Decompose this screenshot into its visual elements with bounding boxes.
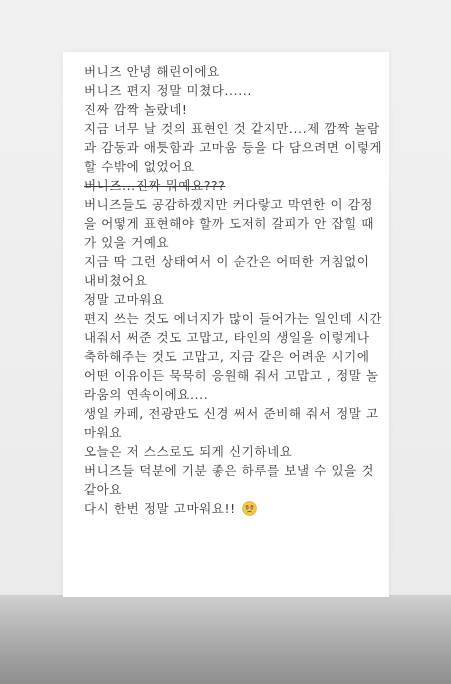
- letter-line-strikethrough: 버니즈...진짜 뭐예요???: [84, 178, 226, 193]
- letter-line: 가 있을 거예요: [84, 235, 170, 250]
- letter-line: 내줘서 써준 것도 고맙고, 타인의 생일을 이렇게나: [84, 330, 370, 345]
- letter-line: 할 수밖에 없었어요: [84, 159, 195, 174]
- letter-line: 마워요: [84, 425, 123, 440]
- letter-line: 라움의 연속이에요....: [84, 387, 209, 402]
- letter-line-last: [84, 499, 384, 518]
- letter-line: 과 감동과 애틋함과 고마움 등을 다 담으려면 이렇게: [84, 140, 383, 155]
- letter-line: 지금 딱 그런 상태여서 이 순간은 어떠한 거침없이: [84, 254, 370, 269]
- letter-line: 어떤 이유이든 묵묵히 응원해 줘서 고맙고 , 정말 놀: [84, 368, 379, 383]
- letter-line: 축하해주는 것도 고맙고, 지금 같은 어려운 시기에: [84, 349, 370, 364]
- letter-line: 버니즈들 덕분에 기분 좋은 하루를 보낼 수 있을 것: [84, 463, 375, 478]
- letter-line: 버니즈 안녕 해린이에요: [84, 64, 220, 79]
- holding-back-tears-emoji-icon: [242, 501, 257, 516]
- letter-line: 을 어떻게 표현해야 할까 도저히 갈피가 안 잡힐 때: [84, 216, 375, 231]
- letter-line: 오늘은 저 스스로도 되게 신기하네요: [84, 444, 293, 459]
- letter-body: [84, 62, 384, 518]
- letter-line: 지금 너무 날 것의 표현인 것 같지만....제 깜짝 놀람: [84, 121, 380, 136]
- letter-line: 버니즈들도 공감하겠지만 커다랗고 막연한 이 감정: [84, 197, 374, 212]
- letter-line: 정말 고마워요: [84, 292, 165, 307]
- letter-line: 편지 쓰는 것도 에너지가 많이 들어가는 일인데 시간: [84, 311, 383, 326]
- letter-line: 진짜 깜짝 놀랐네!: [84, 102, 188, 117]
- letter-line: 내비쳤어요: [84, 273, 148, 288]
- letter-line: 같아요: [84, 482, 123, 497]
- letter-line: 버니즈 편지 정말 미쳤다......: [84, 83, 252, 98]
- letter-line-text: 다시 한번 정말 고마워요!!: [84, 501, 236, 516]
- bottom-shadow: [0, 595, 451, 684]
- letter-line: 생일 카페, 전광판도 신경 써서 준비해 줘서 정말 고: [84, 406, 379, 421]
